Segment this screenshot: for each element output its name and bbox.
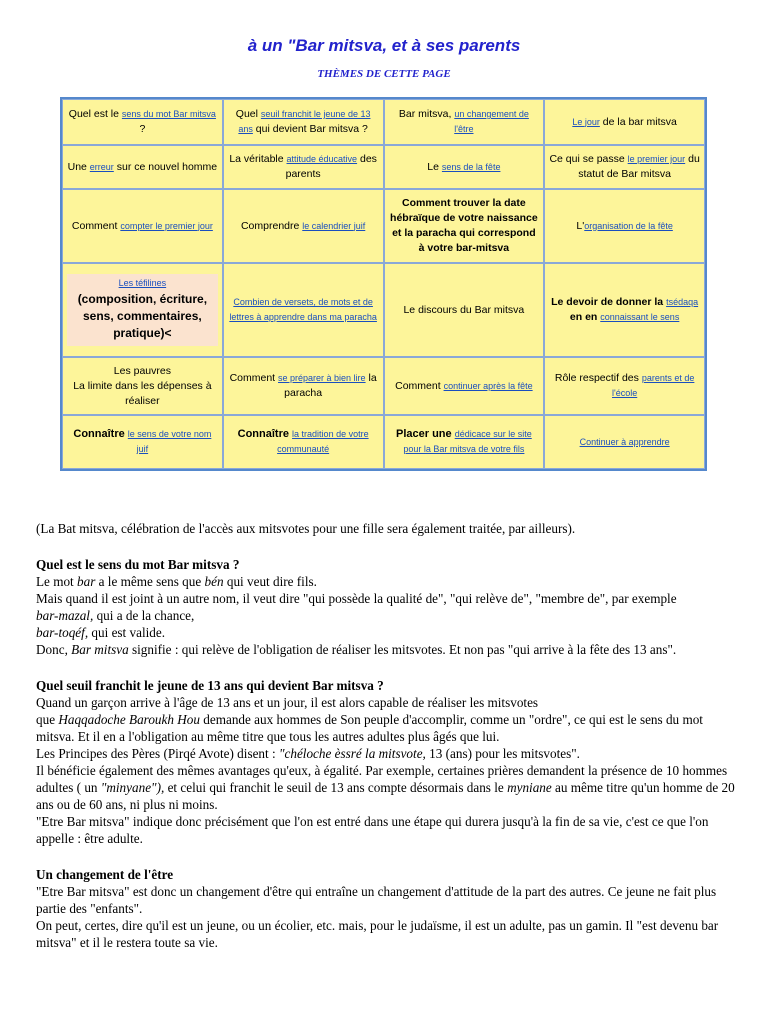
theme-cell [384,415,545,469]
theme-cell [223,99,384,145]
paragraph: Il bénéficie également des mêmes avantages qu'eux, à égalité. Par exemple, certaines prières demandent la présence de 10 hommes adultes ( un "minyane"), et celui qui franchit le seuil de 13 ans compte désormais dans le myniane au même titre qu'un homme de 20 ans ou de 60 ans, ni plus ni moins. [36,763,735,812]
cell-text: Quel [235,108,261,120]
cell-text: La véritable [229,153,287,165]
theme-cell [62,189,223,263]
paragraph: Donc, Bar mitsva signifie : qui relève de l'obligation de réaliser les mitsvotes. Et non pas "qui arrive à la fête des 13 ans". [36,642,677,657]
cell-text: du statut de Bar mitsva [578,153,700,180]
theme-cell [62,357,223,415]
paragraph: "Etre Bar mitsva" indique donc précisément que l'on est entré dans une étape qui durera jusqu'à la fin de sa vie, c'est ce que l'on appelle : être adulte. [36,814,709,846]
theme-link[interactable]: Les téfilines [118,278,167,288]
cell-text: de la bar mitsva [599,115,677,128]
cell-text: Comprendre [240,219,303,232]
cell-text: ? [139,123,146,135]
theme-link[interactable]: Combien de versets, de mots et de lettres à apprendre dans ma paracha [229,297,377,322]
theme-cell [384,99,545,145]
cell-text: Quel est le [68,108,122,120]
theme-cell [62,415,223,469]
cell-text: sur ce nouvel homme [113,160,218,173]
theme-cell [223,145,384,189]
paragraph: "Etre Bar mitsva" est donc un changement d'être qui entraîne un changement d'attitude de la part des autres. Ce jeune ne fait plus partie des "enfants". [36,884,717,916]
theme-link[interactable]: connaissant le sens [600,312,680,322]
theme-cell [384,263,545,357]
paragraph: que Haqqadoche Baroukh Hou demande aux hommes de Son peuple d'accomplir, comme un "ordre", ce qui est le sens du mot mitsva. Et il en a l'obligation au même titre que tous les autres adultes plus âgés que lui. [36,712,703,744]
cell-text: Rôle respectif des [554,372,642,384]
cell-text: Comment [229,372,279,384]
theme-cell [544,415,705,469]
theme-link[interactable]: Le jour [572,116,600,127]
theme-cell [62,145,223,189]
paragraph: On peut, certes, dire qu'il est un jeune, ou un écolier, etc. mais, pour le judaïsme, il est un adulte, pas un gamin. Il "est devenu bar mitsva" et il le restera toute sa vie. [36,918,719,950]
cell-text: Connaître [237,428,293,440]
cell-text: Connaître [73,428,128,440]
page-title: à un "Bar mitsva, et à ses parents [247,36,521,55]
cell-text: en en [569,311,601,323]
paragraph: Les Principes des Pères (Pirqé Avote) disent : "chéloche èssré la mitsvote, 13 (ans) pour les mitsvotes". [36,746,580,761]
paragraph: Quand un garçon arrive à l'âge de 13 ans et un jour, il est alors capable de réaliser les mitsvotes [36,695,539,710]
cell-text: Bar mitsva, [398,108,455,120]
cell-text: qui devient Bar mitsva ? [252,123,368,135]
cell-text: Comment [71,219,121,232]
section-heading: Quel seuil franchit le jeune de 13 ans qui devient Bar mitsva ? [36,678,384,693]
theme-cell [544,189,705,263]
theme-cell [384,189,545,263]
theme-link[interactable]: se préparer à bien lire [278,373,366,383]
theme-link[interactable]: sens de la fête [441,161,501,172]
theme-link[interactable]: attitude éducative [286,154,358,164]
themes-table [60,97,707,471]
theme-cell [223,415,384,469]
theme-link[interactable]: parents et de l'école [612,373,695,398]
paragraph: Mais quand il est joint à un autre nom, il veut dire "qui possède la qualité de", "qui relève de", "membre de", par exemple [36,591,677,606]
theme-cell [62,263,223,357]
cell-text: des parents [285,153,377,180]
theme-link[interactable]: tsédaqa [666,297,699,307]
theme-link[interactable]: erreur [89,161,114,172]
cell-text: la paracha [284,372,377,399]
paragraph: Le mot bar a le même sens que bén qui veut dire fils. [36,574,317,589]
cell-text: Placer une [396,428,455,440]
theme-cell [62,99,223,145]
theme-link[interactable]: organisation de la fête [584,220,673,231]
paragraph: bar-mazal, qui a de la chance, [36,608,195,623]
theme-cell [544,145,705,189]
section-heading: Un changement de l'être [36,867,174,882]
theme-link[interactable]: un changement de l'être [454,109,529,134]
theme-link[interactable]: sens du mot Bar mitsva [121,109,216,119]
cell-text: Le discours du Bar mitsva [403,303,525,316]
tefilines-box [67,274,218,346]
theme-cell [223,189,384,263]
theme-link[interactable]: compter le premier jour [120,220,213,231]
theme-link[interactable]: seuil franchit le jeune de 13 ans [238,109,371,134]
cell-text: Comment trouver la date hébraïque de votre naissance et la paracha qui correspond à votre bar-mitsva [390,197,538,254]
section-heading: Quel est le sens du mot Bar mitsva ? [36,557,240,572]
cell-text: (composition, écriture, sens, commentaires, pratique)< [77,292,208,340]
theme-link[interactable]: le sens de votre nom juif [127,429,212,454]
cell-text: Les pauvres [113,364,171,377]
paragraph: bar-toqéf, qui est valide. [36,625,166,640]
theme-link[interactable]: dédicace sur le site pour la Bar mitsva de votre fils [403,429,532,454]
cell-text: Ce qui se passe [549,153,628,165]
theme-cell [384,145,545,189]
theme-link[interactable]: la tradition de votre communauté [277,429,369,454]
theme-cell [384,357,545,415]
theme-cell [223,263,384,357]
theme-link[interactable]: Continuer à apprendre [579,436,670,447]
cell-text: L' [576,219,585,232]
theme-link[interactable]: le calendrier juif [302,220,366,231]
cell-text: La limite dans les dépenses à réaliser [73,379,212,407]
page-subtitle: THÈMES DE CETTE PAGE [317,68,451,80]
theme-cell [223,357,384,415]
intro-paragraph: (La Bat mitsva, célébration de l'accès aux mitsvotes pour une fille sera également traitée, par ailleurs). [36,521,576,536]
theme-cell [544,99,705,145]
theme-link[interactable]: le premier jour [627,154,686,164]
theme-cell [544,357,705,415]
theme-link[interactable]: continuer après la fête [443,380,533,391]
cell-text: Comment [395,379,444,392]
cell-text: Le devoir de donner la [551,296,667,308]
article-body [36,520,736,951]
cell-text: Une [67,160,90,173]
cell-text: Le [427,160,442,173]
theme-cell [544,263,705,357]
